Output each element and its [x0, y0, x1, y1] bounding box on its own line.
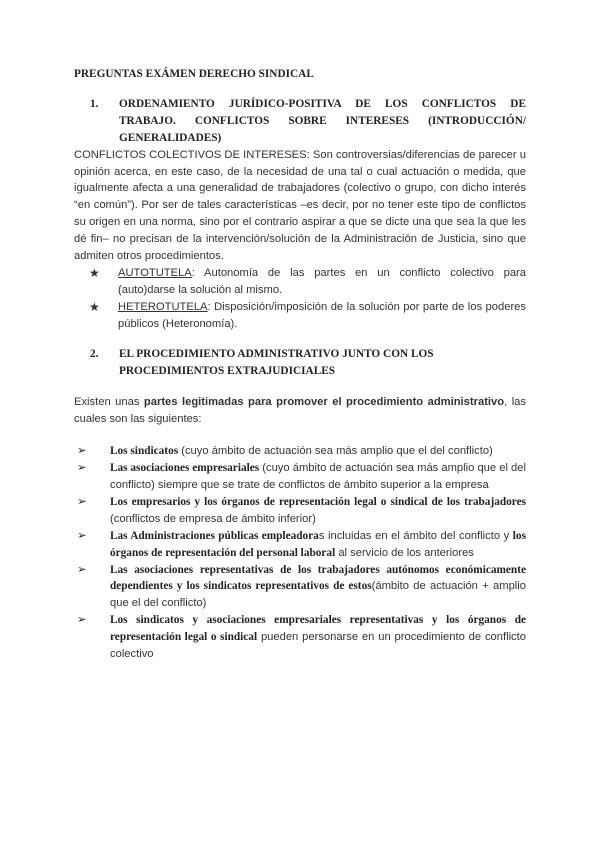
list-item: [74, 443, 526, 460]
arrow-bullet-icon: ➢: [77, 462, 87, 475]
list-item: [74, 494, 526, 528]
term-definition: : Autonomía de las partes en un conflicto colectivo para (auto)darse la solución al mismo.: [118, 266, 526, 296]
document-title: PREGUNTAS EXÁMEN DERECHO SINDICAL: [74, 68, 314, 80]
item-text: (cuyo ámbito de actuación sea más amplio que el del conflicto) siempre que se trate de conflictos de ámbito superior a la empresa: [110, 462, 526, 492]
item-bold: Las Administraciones públicas empleadora: [110, 529, 319, 542]
list-item: [74, 265, 526, 299]
arrow-bullet-icon: ➢: [77, 495, 87, 508]
item-text: s incluidas en el ámbito del conflicto y: [318, 529, 513, 542]
intro-text-end: , las cuales son las siguientes:: [74, 396, 526, 426]
item-bold-2: los órganos de representación del personal laboral: [110, 529, 526, 559]
item-bold: Los sindicatos y asociaciones empresariales representativas y los órganos de representación legal o sindical: [110, 614, 526, 644]
intro-text: Existen unas: [74, 396, 144, 409]
section-1-list: [74, 265, 526, 333]
item-bold: Los empresarios y los órganos de representación legal o sindical de los trabajadores: [110, 495, 526, 508]
term-definition: : Disposición/imposición de la solución por parte de los poderes públicos (Heteronomía).: [118, 300, 526, 330]
item-bold: Las asociaciones empresariales: [110, 462, 260, 475]
list-item: [74, 299, 526, 333]
section-2-intro: [74, 394, 526, 428]
item-text: (conflictos de empresa de ámbito inferior): [110, 512, 316, 525]
section-1-number: 1.: [90, 97, 99, 110]
star-bullet-icon: ★: [89, 265, 100, 280]
item-bold: Los sindicatos: [110, 445, 179, 458]
arrow-bullet-icon: ➢: [77, 614, 87, 627]
section-1-paragraph: CONFLICTOS COLECTIVOS DE INTERESES: Son controversias/diferencias de parecer u opinión acerca, en este caso, de la necesidad de una tal o cual actuación o medida, que igualmente afecta a una generalidad de trabajadores (colectivo o grupo, con dicho interés “en común”). Por ser de tales características –es decir, por no tener este tipo de conflictos su origen en una norma, sino por el contrario aspirar a que se dicte una que sea la que les dé fin– no precisan de la intervención/solución de la Administración de Justicia, sino que admiten otros procedimientos.: [74, 148, 526, 263]
term-heterotutela: HETEROTUTELA: [118, 300, 208, 313]
item-bold: Las asociaciones representativas de los trabajadores autónomos económicamente dependientes y los sindicatos representativos de estos: [110, 563, 526, 593]
document-page: [74, 66, 526, 663]
arrow-bullet-icon: ➢: [77, 563, 87, 576]
list-item: [74, 612, 526, 663]
item-text: (ámbito de actuación + amplio que el del conflicto): [110, 580, 526, 610]
section-2-number: 2.: [90, 347, 99, 360]
term-autotutela: AUTOTUTELA: [118, 266, 192, 279]
intro-bold: partes legitimadas para promover el procedimiento administrativo: [143, 396, 505, 409]
list-item: [74, 528, 526, 562]
arrow-bullet-icon: ➢: [77, 529, 87, 542]
star-bullet-icon: ★: [89, 299, 100, 314]
section-1-title: ORDENAMIENTO JURÍDICO-POSITIVA DE LOS CONFLICTOS DE TRABAJO. CONFLICTOS SOBRE INTERESES (INTRODUCCIÓN/ GENERALIDADES): [119, 97, 526, 144]
section-2-heading: [74, 346, 526, 380]
section-2-list: [74, 443, 526, 663]
item-text: pueden personarse en un procedimiento de conflicto colectivo: [110, 631, 526, 661]
section-2-title: EL PROCEDIMIENTO ADMINISTRATIVO JUNTO CON LOS PROCEDIMIENTOS EXTRAJUDICIALES: [119, 347, 434, 377]
item-text-2: al servicio de los anteriores: [335, 546, 474, 559]
list-item: [74, 460, 526, 494]
arrow-bullet-icon: ➢: [77, 445, 87, 458]
list-item: [74, 562, 526, 613]
section-1-heading: [74, 96, 526, 147]
item-text: (cuyo ámbito de actuación sea más amplio que el del conflicto): [178, 445, 493, 458]
